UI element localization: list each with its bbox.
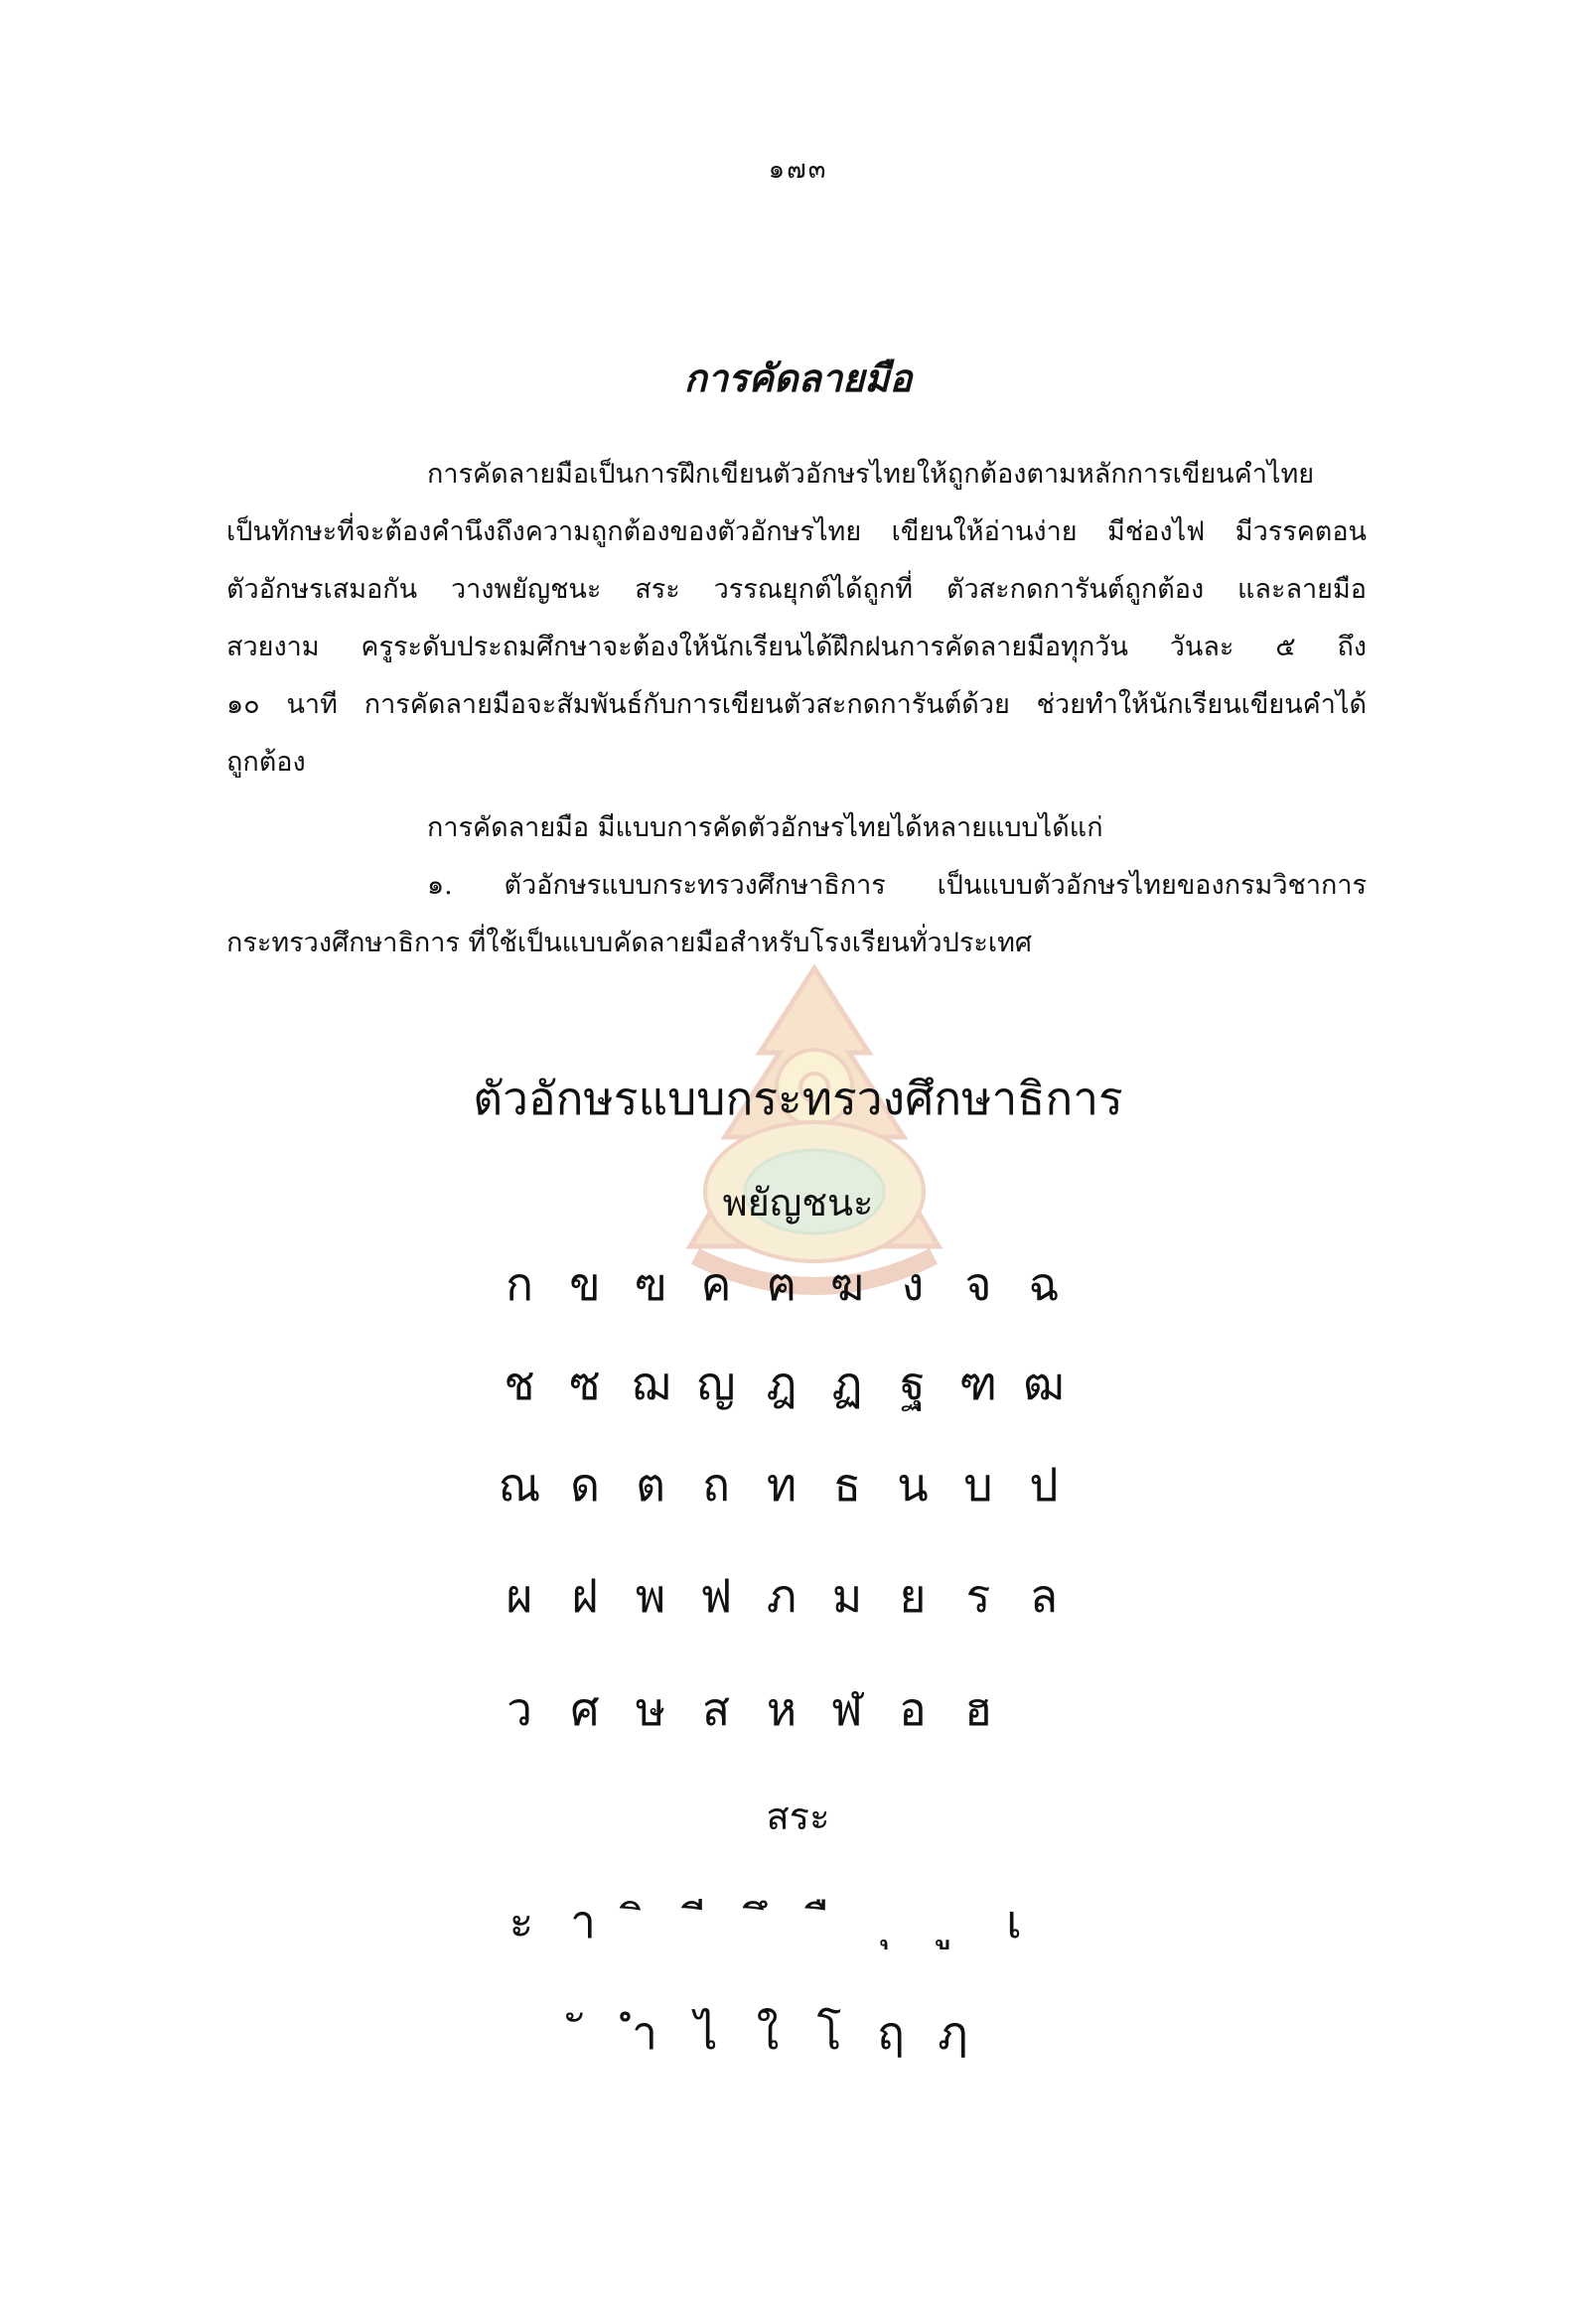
vowels-heading: สระ (766, 1795, 830, 1838)
vowel-letter: โ (816, 2006, 842, 2060)
consonant-letter: ญ (696, 1357, 736, 1410)
consonant-letter: ฮ (963, 1682, 993, 1736)
consonant-letter: บ (963, 1458, 993, 1511)
consonant-row (487, 1450, 1077, 1519)
vowel-letter: ะ (508, 1895, 534, 1948)
consonant-letter: ด (570, 1458, 600, 1511)
paragraph-line-3: ตัวอักษรเสมอกัน วางพยัญชนะ สระ วรรณยุกต์ได้ถูกที่ ตัวสะกดการันต์ถูกต้อง และลายมือ (226, 574, 1367, 605)
consonant-letter: ง (901, 1257, 925, 1311)
consonant-letter: ศ (570, 1682, 600, 1736)
item-1-line-1: ๑. ตัวอักษรแบบกระทรวงศึกษาธิการ เป็นแบบตัวอักษรไทยของกรมวิชาการ (427, 870, 1367, 901)
consonant-row (487, 1349, 1077, 1418)
vowel-letter: เ (1006, 1895, 1022, 1948)
consonant-letter: พ (635, 1569, 666, 1623)
consonant-letter: ซ (569, 1357, 601, 1410)
consonant-letter: ฅ (766, 1257, 798, 1311)
vowel-letter (737, 1887, 798, 1956)
consonant-letter: ม (831, 1569, 863, 1623)
consonant-letter: ก (506, 1257, 533, 1311)
paragraph-line-4: สวยงาม ครูระดับประถมศึกษาจะต้องให้นักเรียนได้ฝึกฝนการคัดลายมือทุกวัน วันละ ๕ ถึง (226, 632, 1367, 662)
consonant-letter: จ (964, 1257, 992, 1311)
consonant-letter: ฉ (1028, 1257, 1060, 1311)
paragraph-line-5: ๑๐ นาที การคัดลายมือจะสัมพันธ์กับการเขียนตัวสะกดการันต์ด้วย ช่วยทำให้นักเรียนเขียนคำได้ (226, 689, 1367, 720)
vowel-letter: ฦ (937, 2006, 968, 2060)
consonant-letter: ฝ (571, 1569, 599, 1623)
consonant-letter: ห (766, 1682, 798, 1736)
vowel-letter: ใ (756, 2006, 780, 2060)
consonant-letter: ฐ (900, 1357, 926, 1410)
paragraph-line-6: ถูกต้อง (226, 747, 306, 778)
paragraph-line-2: เป็นทักษะที่จะต้องคำนึงถึงความถูกต้องของตัวอักษรไทย เขียนให้อ่านง่าย มีช่องไฟ มีวรรคตอน (226, 516, 1367, 547)
consonant-letter: อ (899, 1682, 927, 1736)
vowel-row (552, 1998, 983, 2068)
vowel-letter (798, 1887, 860, 1956)
vowel-letter: ำ (632, 2006, 657, 2060)
document-title: การคัดลายมือ (683, 356, 913, 400)
consonant-row (487, 1674, 1011, 1744)
consonant-letter: ฒ (1023, 1357, 1065, 1410)
vowel-letter (922, 1887, 983, 1956)
consonants-heading: พยัญชนะ (722, 1181, 874, 1224)
item-1-line-2: กระทรวงศึกษาธิการ ที่ใช้เป็นแบบคัดลายมือสำหรับโรงเรียนทั่วประเทศ (226, 928, 1033, 958)
consonant-letter: ฌ (631, 1357, 670, 1410)
vowel-letter: ไ (694, 2006, 718, 2060)
consonant-letter: ค (700, 1257, 732, 1311)
consonant-letter: ฟ (699, 1569, 733, 1623)
consonant-letter: ถ (702, 1458, 730, 1511)
consonant-letter: ท (766, 1458, 798, 1511)
vowel-letter (860, 1887, 922, 1956)
page-number: ๑๗๓ (768, 155, 828, 185)
consonant-letter: ล (1029, 1569, 1059, 1623)
consonant-letter: ผ (506, 1569, 533, 1623)
vowel-letter: า (570, 1895, 596, 1948)
alphabet-chart-title: ตัวอักษรแบบกระทรวงศึกษาธิการ (473, 1072, 1123, 1125)
consonant-letter: ย (899, 1569, 927, 1623)
paragraph-2: การคัดลายมือ มีแบบการคัดตัวอักษรไทยได้หลายแบบได้แก่ (427, 812, 1103, 843)
consonant-row (487, 1249, 1077, 1319)
consonant-letter: ฃ (634, 1257, 667, 1311)
consonant-letter: ฆ (829, 1257, 865, 1311)
vowel-letter: ฤ (877, 2006, 905, 2060)
consonant-letter: ธ (832, 1458, 862, 1511)
consonant-letter: ข (569, 1257, 601, 1311)
consonant-letter: ร (965, 1569, 991, 1623)
consonant-letter: ภ (766, 1569, 798, 1623)
consonant-letter: ว (507, 1682, 532, 1736)
consonant-letter: ป (1029, 1458, 1059, 1511)
consonant-letter: ส (701, 1682, 731, 1736)
consonant-row (487, 1561, 1077, 1631)
consonant-letter: ฑ (958, 1357, 998, 1410)
consonant-letter: ฬ (831, 1682, 863, 1736)
consonant-letter: ช (504, 1357, 535, 1410)
vowel-letter (675, 1887, 737, 1956)
paragraph-line-1: การคัดลายมือเป็นการฝึกเขียนตัวอักษรไทยให้ถูกต้องตามหลักการเขียนคำไทย (427, 459, 1315, 490)
vowel-row (491, 1887, 1045, 1956)
consonant-letter: ฏ (831, 1357, 863, 1410)
consonant-letter: ษ (635, 1682, 666, 1736)
consonant-letter: ฎ (766, 1357, 798, 1410)
consonant-letter: ณ (498, 1458, 541, 1511)
consonant-letter: ต (636, 1458, 665, 1511)
vowel-letter (614, 1887, 675, 1956)
vowel-letter (552, 1998, 614, 2068)
consonant-letter: น (897, 1458, 929, 1511)
